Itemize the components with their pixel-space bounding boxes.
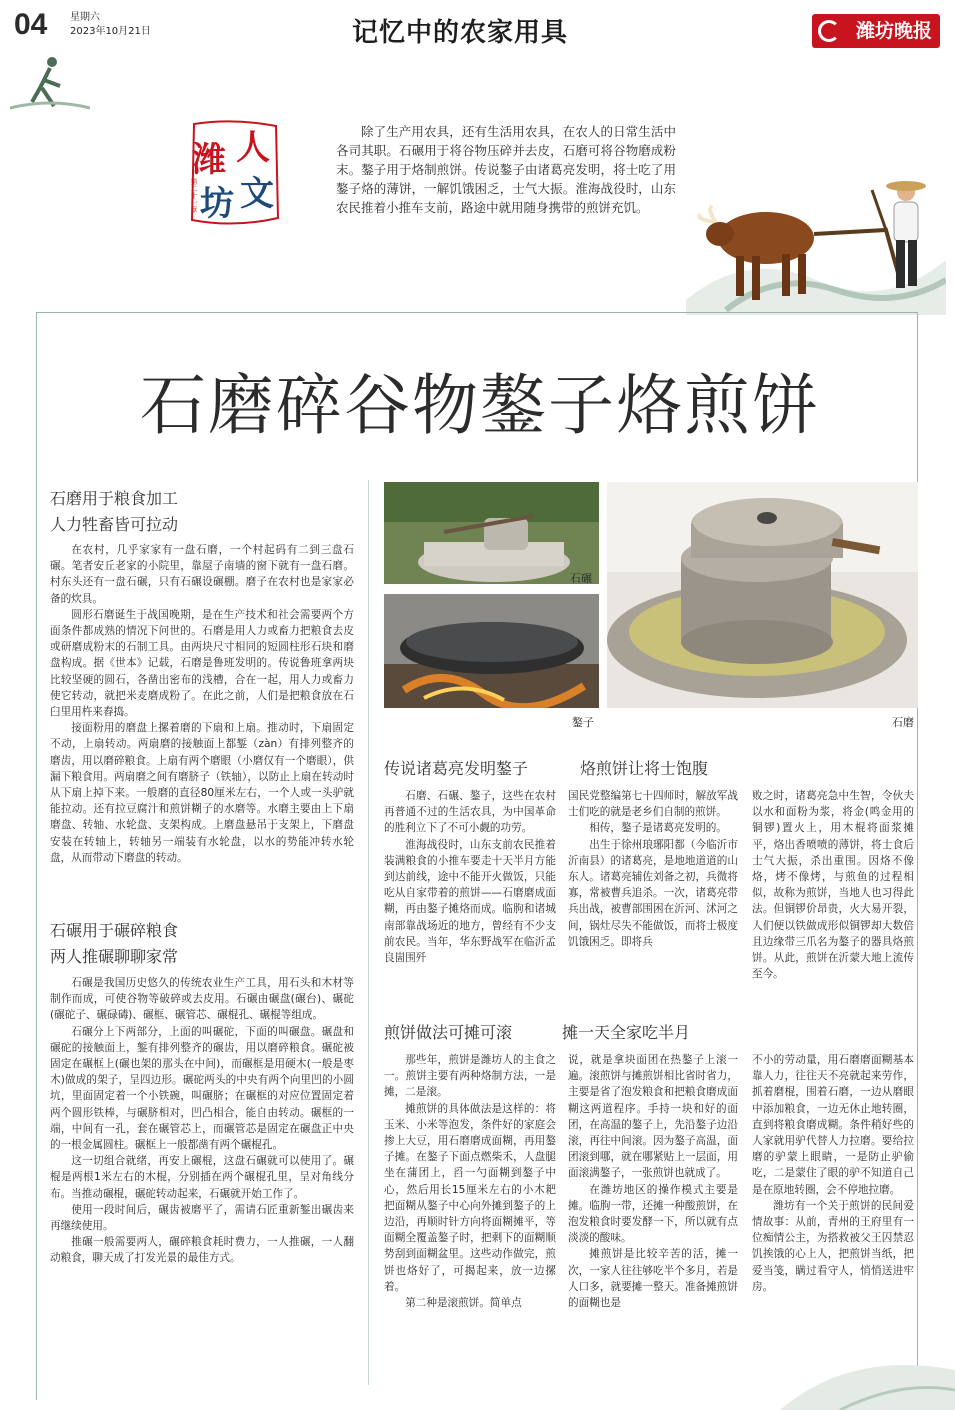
griddle-photo-icon — [384, 594, 599, 708]
section3-paragraph: 石磨、石碾、鏊子，这些在农村再普通不过的生活农具，为中国革命的胜利立下了不可小觑的功劳。 — [384, 790, 556, 835]
section4-paragraph: 不小的劳动量，用石磨磨面糊基本靠人力，往往天不亮就起来劳作，抓着磨棍，围着石磨，一边从磨眼中添加粮食，一边无休止地转圈，直到将粮食磨成糊。条件稍好些的人家就用驴代替人力拉磨。要给拉磨的驴蒙上眼睛，一是防止驴偷吃，二是蒙住了眼的驴不知道自己是在原地转圈，会不停地拉磨。 — [752, 1054, 914, 1196]
section1-paragraph: 圆形石磨诞生于战国晚期，是在生产技术和社会需要两个方面条件都成熟的情况下问世的。石磨是用人力或畜力把粮食去皮或研磨成粉末的石制工具。由两块尺寸相同的短圆柱形石块和磨盘构成。据《世本》记载，石磨是鲁班发明的。传说鲁班拿两块比较坚硬的圆石，各凿出密布的浅槽，合在一起，用人力或畜力使它转动，就把米麦磨成粉了。在此之前，人们是把粮食放在石臼里用杵来舂捣。 — [50, 608, 354, 719]
caption-millstone: 石磨 — [892, 716, 914, 729]
section4-paragraph: 那些年，煎饼是潍坊人的主食之一。煎饼主要有两种烙制方法，一是摊，二是滚。 — [384, 1054, 556, 1099]
section2-paragraph: 石碾分上下两部分，上面的叫碾砣，下面的叫碾盘。碾盘和碾砣的接触面上，錾有排列整齐的碾齿，用以磨碎粮食。碾砣被固定在碾框上(碾也架的那头在中间)，而碾框是用硬木(一般是枣木)做成的架子，呈四边形。碾砣两头的中央有两个向里凹的小圆坑，里面固定着一个小铁碗，叫碾脐；在碾框的对应位置固定着两个圆形铁棒，与碾脐相对，凹凸相合，能自由转动。碾框的一端，中间有一孔，套在碾管芯上，而碾管芯是固定在碾盘正中央的一根金属圆柱。碾框上一般都凿有两个碾棍孔。 — [50, 1025, 354, 1152]
section2-title-line1: 石碾用于碾碎粮食 — [50, 921, 179, 940]
section3-col2 — [568, 788, 738, 950]
section-title: 记忆中的农家用具 — [352, 18, 569, 48]
section2-paragraph: 使用一段时间后，碾齿被磨平了，需请石匠重新錾出碾齿来再继续使用。 — [50, 1203, 354, 1233]
intro-paragraph: 除了生产用农具，还有生活用农具，在农人的日常生活中各司其职。石碾用于将谷物压碎并去皮，石磨可将谷物磨成粉末。鏊子用于烙制煎饼。传说鏊子由诸葛亮发明，将士吃了用鏊子烙的薄饼，一解饥饿困乏，士气大振。淮海战役时，山东农民推着小推车支前，路途中就用随身携带的煎饼充饥。 — [336, 124, 676, 215]
newspaper-logo — [812, 14, 940, 48]
section4-paragraph: 在潍坊地区的操作模式主要是摊。临朐一带，还摊一种酸煎饼，在泡发粮食时要发酵一下，所以就有点淡淡的酸味。 — [568, 1183, 738, 1245]
section1-paragraph: 接面粉用的磨盘上摞着磨的下扇和上扇。推动时，下扇固定不动，上扇转动。两扇磨的接触面上都錾（zàn）有排列整齐的磨齿，用以磨碎粮食。上扇有两个磨眼（小磨仅有一个磨眼），供漏下粮食用。两扇磨之间有磨脐子（铁轴），以防止上扇在转动时从下扇上掉下来。一般磨的直径80厘米左右，一个人或一头驴就能拉动。还有拉豆腐汁和煎饼糊子的水磨等。水磨主要由上下扇磨盘、转轴、水轮盘、支架构成。上磨盘悬吊于支架上，下磨盘安装在转轴上，转轴另一端装有水轮盘，以水的势能冲转水轮盘，从而带动下磨盘的转动。 — [50, 722, 354, 864]
section3-paragraph: 相传，鏊子是诸葛亮发明的。 — [589, 822, 727, 835]
seal-char-2: 人 — [236, 128, 270, 168]
caption-stone-roller: 石碾 — [570, 572, 592, 585]
column-seal — [186, 118, 282, 228]
section2-paragraph: 推碾一般需要两人，碾碎粮食耗时费力，一人推碾，一人翻动粮食，聊天成了打发光景的最佳方式。 — [50, 1236, 354, 1265]
section4-col3 — [752, 1052, 914, 1295]
stone-roller-photo-icon — [384, 482, 599, 584]
section3-col3 — [752, 788, 914, 982]
section3-title-part1: 传说诸葛亮发明鏊子 — [384, 759, 529, 778]
seal-issue: 第二十一章 — [190, 178, 198, 213]
caption-griddle: 鏊子 — [572, 716, 594, 729]
section2-title-line2: 两人推碾聊聊家常 — [50, 947, 179, 966]
photo-millstone — [607, 482, 918, 708]
section3-col1 — [384, 788, 556, 966]
section4-col1 — [384, 1052, 556, 1311]
section1-title-line1: 石磨用于粮食加工 — [50, 489, 179, 508]
seal-char-4: 文 — [240, 174, 274, 214]
newspaper-name: 潍坊晚报 — [855, 20, 932, 42]
seal-char-3: 坊 — [200, 184, 234, 224]
section3-paragraph: 国民党整编第七十四师时，解放军战士们吃的就是老乡们自制的煎饼。 — [568, 790, 738, 819]
column-divider — [368, 480, 369, 1385]
landscape-decoration-icon — [740, 1290, 955, 1410]
section2-body — [50, 975, 354, 1267]
section4-title-part1: 煎饼做法可摊可滚 — [384, 1023, 513, 1042]
section1-body — [50, 542, 354, 866]
photo-griddle — [384, 594, 599, 708]
millstone-photo-icon — [607, 482, 918, 708]
section4-paragraph: 摊煎饼是比较辛苦的活，摊一次，一家人往往够吃半个多月，若是人口多，就要摊一整天。准备摊煎饼的面糊也是 — [568, 1248, 738, 1310]
page-number: 04 — [14, 8, 48, 41]
seal-char-1: 潍 — [192, 140, 226, 180]
section1-paragraph: 在农村，几乎家家有一盘石磨，一个村起码有二到三盘石碾。笔者安丘老家的小院里，靠屋子南墙的窗下就有一盘石磨。村东头还有一盘石碾，只有石碾设碾棚。磨子在农村也是家家必备的炊具。 — [50, 544, 354, 605]
farmer-silhouette-icon — [10, 50, 90, 110]
section4-title-part2: 摊一天全家吃半月 — [562, 1023, 691, 1042]
photo-stone-roller — [384, 482, 599, 584]
section3-title-part2: 烙煎饼让将士饱腹 — [580, 759, 709, 778]
section3-paragraph: 败之时，诸葛亮急中生智，令伙夫以水和面粉为浆，将金(鸣金用的铜锣)置火上，用木棍将面浆摊平，烙出香喷喷的薄饼，将士食后士气大振，杀出重围。因烙不像烙，烤不像烤，与煎鱼的过程相似，故称为煎饼，当地人也习得此法。但铜锣价昂贵，火大易开裂，人们便以铁做成形似铜锣却大数倍且边缘带三爪名为鏊子的器具烙煎饼。从此，煎饼在沂蒙大地上流传至今。 — [752, 790, 914, 981]
weekday: 星期六 — [70, 12, 100, 23]
section1-title-line2: 人力牲畜皆可拉动 — [50, 515, 179, 534]
section4-paragraph: 第二种是滚煎饼。简单点 — [405, 1297, 522, 1310]
section2-paragraph: 石碾是我国历史悠久的传统农业生产工具，用石头和木材等制作而成，可使谷物等破碎或去皮用。石碾由碾盘(碾台)、碾砣(碾砣子、碾碌碡)、碾框、碾管芯、碾棍孔、碾棍等组成。 — [50, 977, 354, 1022]
issue-date: 2023年10月21日 — [70, 26, 151, 37]
ox-plowing-illustration — [686, 150, 946, 315]
section4-paragraph: 摊煎饼的具体做法是这样的：将玉米、小米等泡发，条件好的家庭会掺上大豆，用石磨磨成面糊，再用鏊子摊。在鏊子下面点燃柴禾，人盘腿坐在蒲团上，舀一勺面糊到鏊子中心，然后用长15厘米左右的小木耙把面糊从鏊子中心向外摊到鏊子的上边沿，再顺时针方向将面糊摊平，等面糊全覆盖鏊子时，把剩下的面糊顺势刮到面糊盆里。这些动作做完，煎饼也烙好了，可揭起来，放一边摞着。 — [384, 1102, 556, 1293]
section3-paragraph: 出生于徐州琅琊阳都（今临沂市沂南县）的诸葛亮，是地地道道的山东人。诸葛亮辅佐刘备之初，兵微将寡，常被曹兵追杀。一次，诸葛亮带兵出战，被曹部围困在沂河、沭河之间，锅灶尽失不能做饭，而将士极度饥饿困乏。即将兵 — [568, 838, 738, 948]
logo-swirl-icon — [818, 20, 840, 42]
section4-col2 — [568, 1052, 738, 1311]
section4-paragraph: 潍坊有一个关于煎饼的民间爱情故事：从前，青州的王府里有一位痴情公主，为搭救被父王囚禁忍饥挨饿的心上人，把煎饼当纸，把爱当笺，瞒过看守人，悄悄送进牢房。 — [752, 1199, 914, 1293]
headline: 石磨碎谷物鏊子烙煎饼 — [140, 367, 820, 444]
section3-paragraph: 淮海战役时，山东支前农民推着装满粮食的小推车要走十天半月方能到达前线，途中不能开火做饭，只能吃从自家带着的煎饼——石磨磨成面糊，再由鏊子摊烙而成。临朐和诸城南部靠战场近的地方，曾经有不少支前农民。当年，华东野战军在临沂孟良崮围歼 — [384, 838, 556, 965]
section2-paragraph: 这一切组合就绪，再安上碾棍，这盘石碾就可以使用了。碾棍是两根1米左右的木棍，分别插在两个碾棍孔里，呈对角线分布。当推动碾棍，碾砣转动起来，石碾就开始工作了。 — [50, 1155, 354, 1200]
section4-paragraph: 说，就是拿块面团在热鏊子上滚一遍。滚煎饼与摊煎饼相比省时省力，主要是省了泡发粮食和把粮食磨成面糊这两道程序。手持一块和好的面团，在高温的鏊子上，先沿鏊子边沿滚，再往中间滚。因为鏊子高温，面团滚到哪，就在哪紧贴上一层面，用面滚满鏊子，一张煎饼也就成了。 — [568, 1054, 738, 1180]
